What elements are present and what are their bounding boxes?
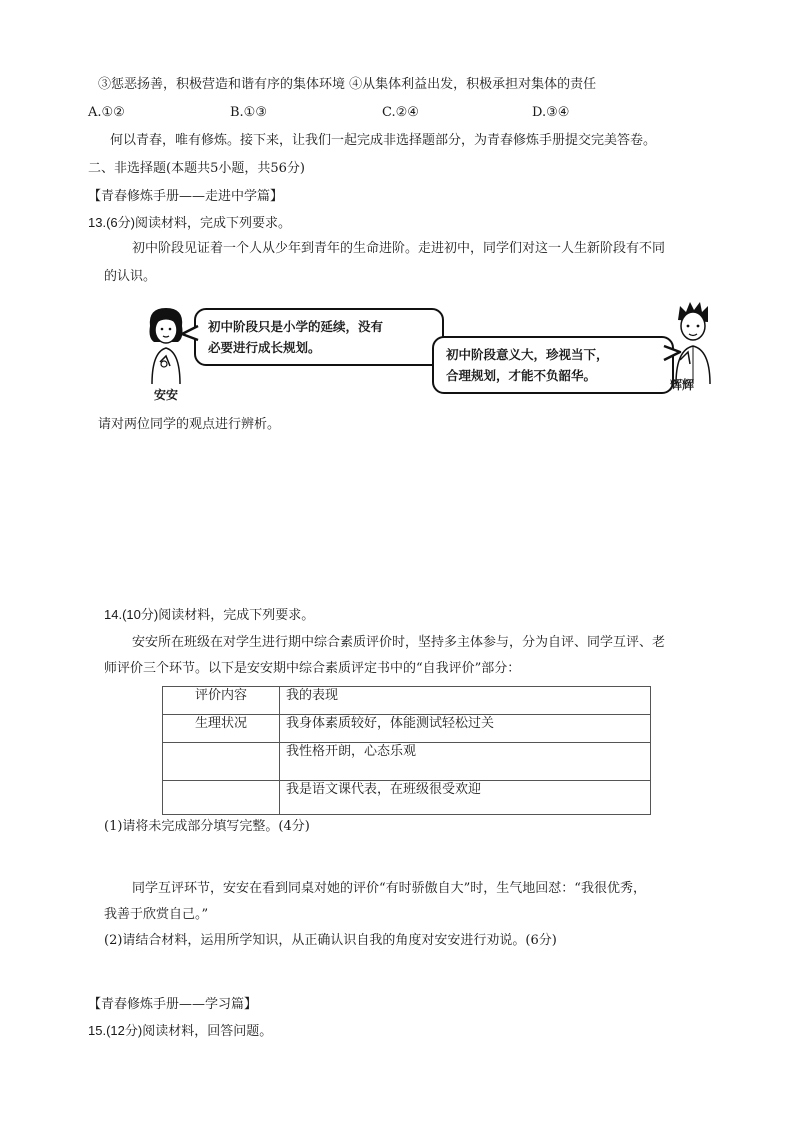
huihui-bubble-line2: 合理规划，才能不负韶华。: [446, 368, 597, 383]
self-evaluation-table: [162, 686, 651, 815]
option-d: D.③④: [532, 105, 570, 120]
q13-prompt: 请对两位同学的观点进行辨析。: [98, 417, 281, 432]
table-row: [163, 743, 651, 781]
huihui-speech-bubble: [432, 336, 674, 394]
huihui-name: 辉辉: [670, 378, 695, 392]
q14-material2-line2: 我善于欣赏自己。”: [104, 907, 209, 922]
table-header-cell: 评价内容: [163, 687, 280, 715]
anan-bubble-tail-icon: [180, 324, 200, 344]
option-c: C.②④: [382, 105, 419, 120]
boy-figure-icon: [666, 300, 720, 386]
table-cell: 我身体素质较好，体能测试轻松过关: [280, 715, 651, 743]
q13-material-line2: 的认识。: [104, 269, 157, 284]
table-cell: 生理状况: [163, 715, 280, 743]
table-cell: 我性格开朗，心态乐观: [280, 743, 651, 781]
table-row: [163, 715, 651, 743]
table-header-cell: 我的表现: [280, 687, 651, 715]
chapter-title-1: 【青春修炼手册——走进中学篇】: [88, 189, 284, 204]
chapter-title-2: 【青春修炼手册——学习篇】: [88, 997, 258, 1012]
anan-bubble-line2: 必要进行成长规划。: [208, 340, 321, 355]
section-title: 二、非选择题(本题共5小题，共56分): [88, 161, 305, 176]
table-cell: 我是语文课代表，在班级很受欢迎: [280, 781, 651, 815]
anan-bubble-line1: 初中阶段只是小学的延续，没有: [208, 319, 384, 334]
q14-header: 14.(10分)阅读材料，完成下列要求。: [104, 607, 315, 622]
q14-sub1: (1)请将未完成部分填写完整。(4分): [104, 819, 310, 834]
q13-header: 13.(6分)阅读材料，完成下列要求。: [88, 215, 291, 230]
q14-material2-line1: 同学互评环节，安安在看到同桌对她的评价“有时骄傲自大”时，生气地回怼：“我很优秀，: [132, 881, 646, 896]
q13-illustration: [140, 300, 720, 410]
statement-line: ③惩恶扬善，积极营造和谐有序的集体环境 ④从集体利益出发，积极承担对集体的责任: [98, 77, 597, 92]
table-header-row: [163, 687, 651, 715]
q13-material-line1: 初中阶段见证着一个人从少年到青年的生命进阶。走进初中，同学们对这一人生新阶段有不同: [132, 241, 666, 256]
q15-header: 15.(12分)阅读材料，回答问题。: [88, 1023, 273, 1038]
huihui-bubble-line1: 初中阶段意义大，珍视当下，: [446, 347, 609, 362]
anan-name: 安安: [154, 388, 179, 402]
table-cell-blank: [163, 781, 280, 815]
q14-sub2: (2)请结合材料，运用所学知识，从正确认识自我的角度对安安进行劝说。(6分): [104, 933, 557, 948]
option-a: A.①②: [88, 105, 125, 120]
transition-text: 何以青春，唯有修炼。接下来，让我们一起完成非选择题部分，为青春修炼手册提交完美答卷。: [110, 133, 657, 148]
q14-material-line1: 安安所在班级在对学生进行期中综合素质评价时，坚持多主体参与，分为自评、同学互评、老: [132, 635, 666, 650]
table-cell-blank: [163, 743, 280, 781]
q14-material-line2: 师评价三个环节。以下是安安期中综合素质评定书中的“自我评价”部分：: [104, 661, 521, 676]
table-row: [163, 781, 651, 815]
anan-speech-bubble: [194, 308, 444, 366]
girl-figure-icon: [140, 304, 192, 386]
option-b: B.①③: [230, 105, 267, 120]
